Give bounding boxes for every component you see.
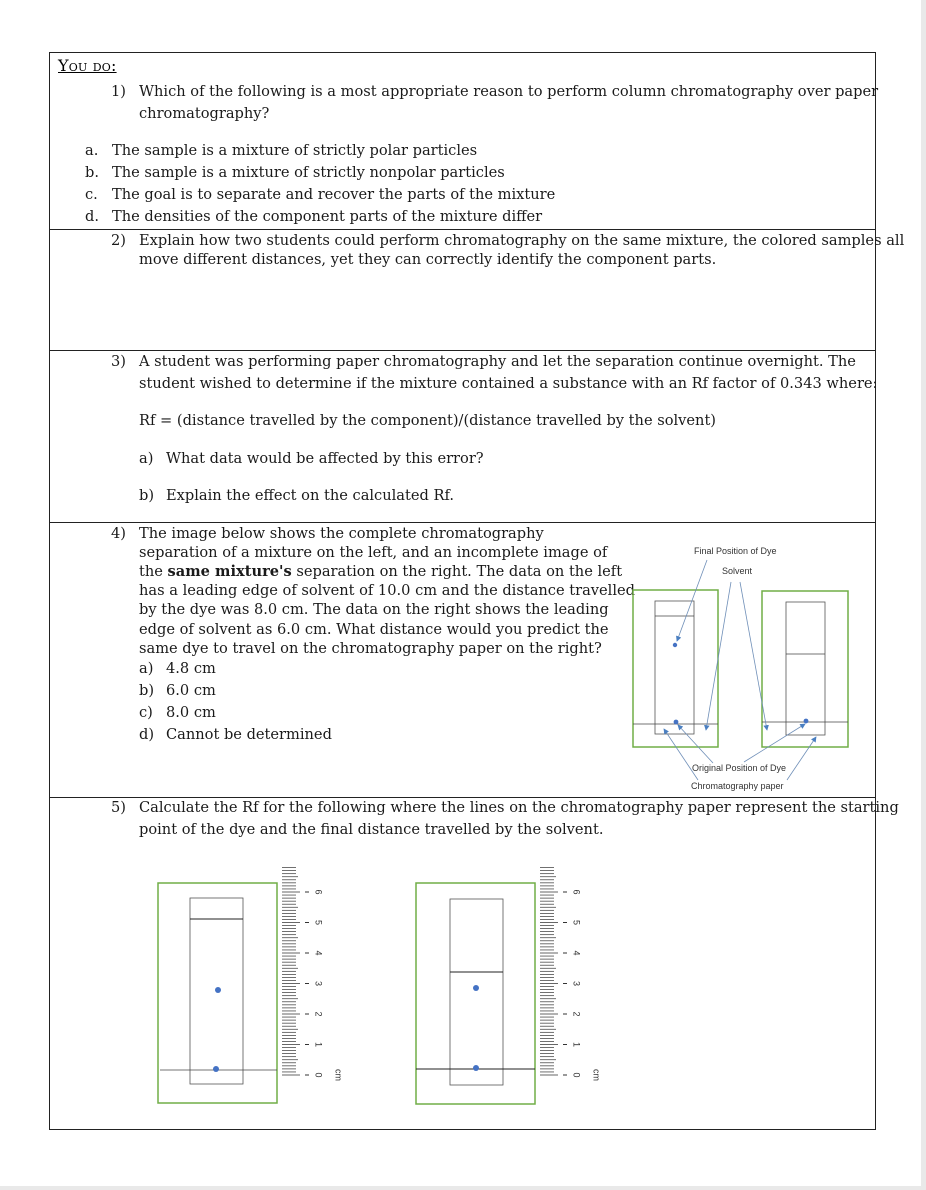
q4-option-b-letter: b) — [139, 682, 155, 699]
q4-line5: by the dye was 8.0 cm. The data on the right shows the leading — [139, 601, 609, 618]
q4-line3-bold: same mixture's — [167, 563, 292, 580]
ruler-label: 3 — [313, 980, 324, 987]
q4-line3-post: separation on the right. The data on the left — [291, 563, 623, 580]
ruler-unit: cm — [333, 1069, 344, 1081]
q4-line2: separation of a mixture on the left, and an incomplete image of — [139, 544, 608, 561]
q4-line7: same dye to travel on the chromatography paper on the right? — [139, 640, 602, 657]
q4-option-d: Cannot be determined — [166, 726, 332, 743]
q3-b-text: Explain the effect on the calculated Rf. — [166, 487, 454, 504]
q5-number: 5) — [111, 799, 126, 816]
q1-option-a-letter: a. — [85, 142, 99, 159]
q3-a-text: What data would be affected by this error? — [166, 450, 484, 467]
q1-option-b: The sample is a mixture of strictly nonpolar particles — [112, 164, 505, 181]
ruler-label: 1 — [313, 1041, 324, 1048]
ruler-label: 4 — [571, 950, 582, 956]
q4-option-d-letter: d) — [139, 726, 155, 743]
ruler-label: 2 — [313, 1011, 324, 1017]
q4-line1: The image below shows the complete chromatography — [139, 525, 544, 542]
ruler-label: 2 — [571, 1011, 582, 1017]
q1-option-d-letter: d. — [85, 208, 99, 225]
q4-option-c: 8.0 cm — [166, 704, 216, 721]
q1-option-b-letter: b. — [85, 164, 99, 181]
ruler-label: 1 — [571, 1041, 582, 1048]
q1-number: 1) — [111, 83, 126, 100]
q3-a-letter: a) — [139, 450, 154, 467]
ruler-label: 0 — [313, 1072, 324, 1078]
label-chromatography-paper: Chromatography paper — [691, 781, 784, 791]
q3-number: 3) — [111, 353, 126, 370]
q5-right-ruler — [540, 868, 602, 1081]
ruler-label: 4 — [313, 950, 324, 956]
q1-option-c: The goal is to separate and recover the parts of the mixture — [112, 186, 556, 203]
ruler-unit: cm — [591, 1069, 602, 1081]
q1-option-d: The densities of the component parts of the mixture differ — [112, 208, 543, 225]
q1-line1: Which of the following is a most appropriate reason to perform column chromatography over paper — [139, 83, 879, 100]
ruler-label: 3 — [571, 980, 582, 987]
q1-option-c-letter: c. — [85, 186, 98, 203]
q3-formula: Rf = (distance travelled by the component)/(distance travelled by the solvent) — [139, 412, 717, 429]
q4-option-a-letter: a) — [139, 660, 154, 677]
q4-option-c-letter: c) — [139, 704, 153, 721]
ruler-label: 5 — [571, 919, 582, 926]
ruler-label: 5 — [313, 919, 324, 926]
q4-option-b: 6.0 cm — [166, 682, 216, 699]
q2-number: 2) — [111, 232, 126, 249]
label-final-position: Final Position of Dye — [694, 546, 777, 556]
q5-left-dye-final — [215, 987, 221, 993]
q4-option-a: 4.8 cm — [166, 660, 216, 677]
ruler-label: 0 — [571, 1072, 582, 1078]
q2-line1: Explain how two students could perform chromatography on the same mixture, the colored samples all — [139, 232, 905, 249]
q3-b-letter: b) — [139, 487, 155, 504]
label-solvent: Solvent — [722, 566, 753, 576]
q3-line1: A student was performing paper chromatography and let the separation continue overnight. The — [139, 353, 856, 370]
q5-right-dye-final — [473, 985, 479, 991]
q1-option-a: The sample is a mixture of strictly polar particles — [112, 142, 478, 159]
ruler-label: 6 — [571, 889, 582, 895]
q5-right-paper — [450, 899, 503, 1085]
q5-line1: Calculate the Rf for the following where the lines on the chromatography paper represent the starting — [139, 799, 899, 816]
section-header: You do: — [58, 56, 117, 75]
q4-line4: has a leading edge of solvent of 10.0 cm and the distance travelled — [139, 582, 635, 599]
q4-line3-pre: the — [139, 563, 168, 580]
q5-left-ruler — [282, 868, 344, 1081]
q5-line2: point of the dye and the final distance travelled by the solvent. — [139, 821, 604, 838]
q2-line2: move different distances, yet they can correctly identify the component parts. — [139, 251, 717, 268]
q5-left-dye-start — [213, 1066, 219, 1072]
label-original-position: Original Position of Dye — [692, 763, 787, 773]
q3-line2: student wished to determine if the mixture contained a substance with an Rf factor of 0.343 where: — [139, 375, 878, 392]
q4-line6: edge of solvent as 6.0 cm. What distance would you predict the — [139, 621, 609, 638]
q5-right-dye-start — [473, 1065, 479, 1071]
q4-number: 4) — [111, 525, 126, 542]
q1-line2: chromatography? — [139, 105, 270, 122]
ruler-label: 6 — [313, 889, 324, 895]
